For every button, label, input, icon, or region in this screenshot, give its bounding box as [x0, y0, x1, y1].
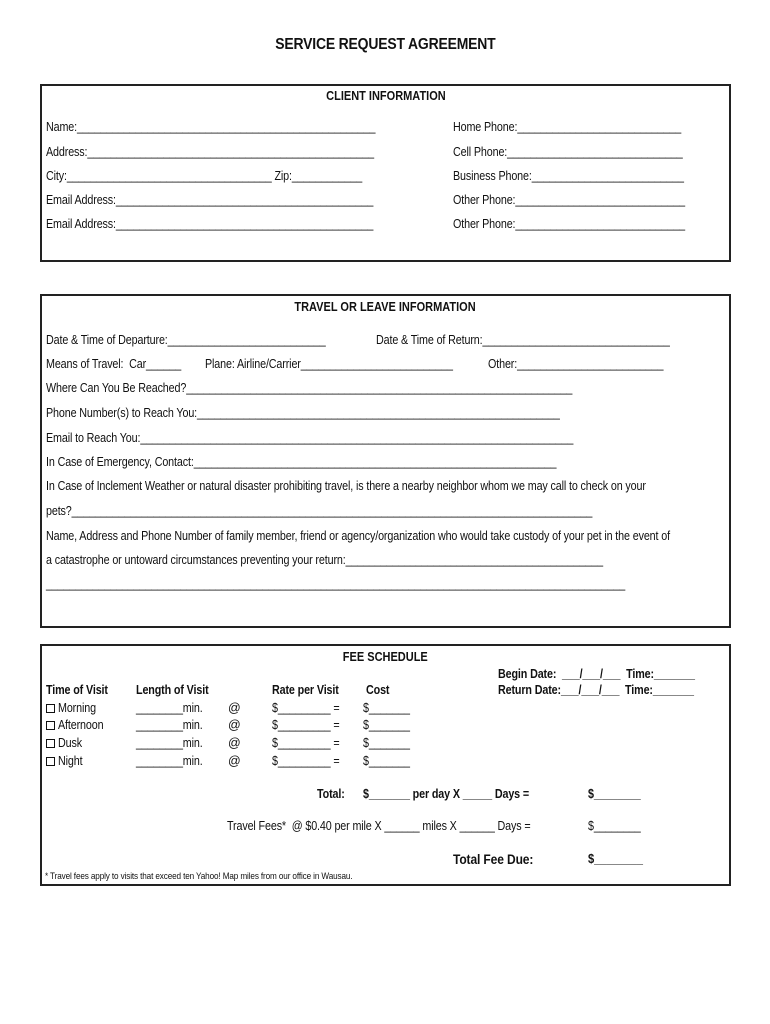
email-address-field[interactable]: Email Address:____________________________________________: [46, 193, 374, 207]
return-field[interactable]: Date & Time of Return:________________________________: [376, 333, 670, 347]
travel-information-heading: TRAVEL OR LEAVE INFORMATION: [294, 300, 477, 314]
morning-cost-field[interactable]: $_______: [363, 701, 410, 715]
name-field[interactable]: Name:___________________________________________________: [46, 120, 376, 134]
total-per-day-field[interactable]: $_______ per day X _____ Days =: [363, 787, 530, 801]
afternoon-cost-field[interactable]: $_______: [363, 718, 410, 732]
inclement-weather-field[interactable]: pets?_________________________________________________________________________________________: [46, 504, 593, 518]
rate-per-visit-header: Rate per Visit: [272, 683, 339, 697]
means-car-field[interactable]: Means of Travel: Car______: [46, 357, 182, 371]
city-zip-field[interactable]: City:___________________________________ Zip:____________: [46, 169, 363, 183]
email-reach-field[interactable]: Email to Reach You:__________________________________________________________________________: [46, 431, 574, 445]
checkbox-icon[interactable]: [46, 739, 55, 748]
total-value-field[interactable]: $________: [588, 787, 641, 801]
travel-fees-value-field[interactable]: $________: [588, 819, 641, 833]
at-sign: @: [228, 736, 241, 750]
inclement-weather-question: In Case of Inclement Weather or natural disaster prohibiting travel, is there a nearby neighbor whom we may call to check on your: [46, 479, 646, 493]
checkbox-icon[interactable]: [46, 757, 55, 766]
checkbox-icon[interactable]: [46, 721, 55, 730]
night-cost-field[interactable]: $_______: [363, 754, 410, 768]
night-rate-field[interactable]: $_________ =: [272, 754, 340, 768]
phone-reach-field[interactable]: Phone Number(s) to Reach You:______________________________________________________________: [46, 406, 560, 420]
begin-date-field[interactable]: Begin Date: ___/___/___ Time:_______: [498, 667, 695, 681]
checkbox-icon[interactable]: [46, 704, 55, 713]
cost-header: Cost: [366, 683, 390, 697]
dusk-checkbox[interactable]: Dusk: [46, 736, 86, 750]
morning-rate-field[interactable]: $_________ =: [272, 701, 340, 715]
at-sign: @: [228, 718, 241, 732]
morning-checkbox[interactable]: Morning: [46, 701, 102, 715]
custody-field-2[interactable]: ___________________________________________________________________________________________________: [46, 577, 626, 591]
time-of-visit-header: Time of Visit: [46, 683, 108, 697]
other-phone-field-2[interactable]: Other Phone:_____________________________: [453, 217, 686, 231]
home-phone-field[interactable]: Home Phone:____________________________: [453, 120, 682, 134]
departure-field[interactable]: Date & Time of Departure:___________________________: [46, 333, 326, 347]
business-phone-field[interactable]: Business Phone:__________________________: [453, 169, 684, 183]
page-title: SERVICE REQUEST AGREEMENT: [274, 36, 496, 53]
means-plane-field[interactable]: Plane: Airline/Carrier__________________________: [205, 357, 453, 371]
email-address-field-2[interactable]: Email Address:____________________________________________: [46, 217, 374, 231]
at-sign: @: [228, 754, 241, 768]
address-field[interactable]: Address:_________________________________________________: [46, 145, 375, 159]
reached-field[interactable]: Where Can You Be Reached?__________________________________________________________________: [46, 381, 573, 395]
length-of-visit-header: Length of Visit: [136, 683, 209, 697]
fee-schedule-section: [40, 644, 731, 886]
travel-information-section: [40, 294, 731, 628]
morning-length-field[interactable]: ________min.: [136, 701, 203, 715]
total-label: Total:: [317, 787, 345, 801]
total-fee-due-field[interactable]: $________: [588, 851, 643, 866]
emergency-contact-field[interactable]: In Case of Emergency, Contact:______________________________________________________________: [46, 455, 557, 469]
means-other-field[interactable]: Other:_________________________: [488, 357, 664, 371]
client-information-heading: CLIENT INFORMATION: [325, 89, 446, 103]
night-length-field[interactable]: ________min.: [136, 754, 203, 768]
afternoon-length-field[interactable]: ________min.: [136, 718, 203, 732]
afternoon-rate-field[interactable]: $_________ =: [272, 718, 340, 732]
dusk-rate-field[interactable]: $_________ =: [272, 736, 340, 750]
travel-fees-field[interactable]: Travel Fees* @ $0.40 per mile X ______ miles X ______ Days =: [227, 819, 531, 833]
client-information-section: [40, 84, 731, 262]
return-date-field[interactable]: Return Date:___/___/___ Time:_______: [498, 683, 694, 697]
at-sign: @: [228, 701, 241, 715]
afternoon-checkbox[interactable]: Afternoon: [46, 718, 111, 732]
other-phone-field[interactable]: Other Phone:_____________________________: [453, 193, 686, 207]
night-checkbox[interactable]: Night: [46, 754, 86, 768]
custody-question: Name, Address and Phone Number of family member, friend or agency/organization who would take custody of your pet in the event of: [46, 529, 670, 543]
dusk-cost-field[interactable]: $_______: [363, 736, 410, 750]
custody-field[interactable]: a catastrophe or untoward circumstances preventing your return:____________________________________________: [46, 553, 603, 567]
cell-phone-field[interactable]: Cell Phone:______________________________: [453, 145, 683, 159]
travel-fees-footnote: * Travel fees apply to visits that exceed ten Yahoo! Map miles from our office in Wausau.: [45, 871, 353, 882]
fee-schedule-heading: FEE SCHEDULE: [343, 650, 428, 664]
total-fee-due-label: Total Fee Due:: [453, 851, 534, 867]
dusk-length-field[interactable]: ________min.: [136, 736, 203, 750]
